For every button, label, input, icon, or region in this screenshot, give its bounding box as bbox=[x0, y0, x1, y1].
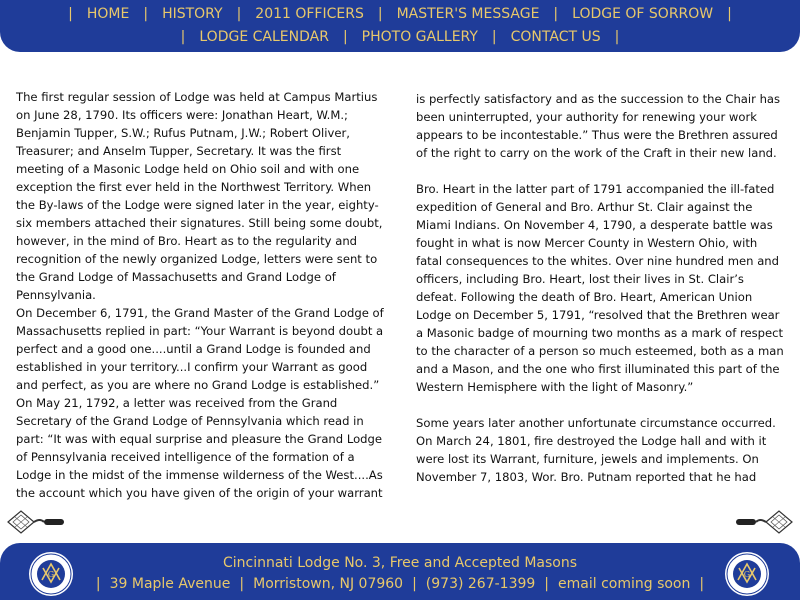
nav-separator: | bbox=[553, 6, 559, 22]
top-navigation bbox=[0, 0, 800, 52]
email: email coming soon bbox=[558, 576, 691, 592]
history-paragraph: is perfectly satisfactory and as the succession to the Chair has been uninterrupted, your authority for renewing your work appears to be incontestable.” Thus were the Brethren assured of the right to carry on the work of the Craft in their new land. bbox=[416, 92, 781, 160]
nav-separator: | bbox=[727, 6, 732, 22]
lodge-name: Cincinnati Lodge No. 3, Free and Accepted Masons bbox=[222, 555, 578, 571]
history-paragraph: Some years later another unfortunate circumstance occurred. On March 24, 1801, fire destroyed the Lodge hall and with it were lost its Warrant, furniture, jewels and implements. On November 7, 1803, Wor. Bro. Putnam reported that he had bbox=[416, 416, 776, 484]
footer-separator: | bbox=[699, 576, 705, 592]
footer-separator: | bbox=[544, 576, 550, 592]
footer-separator: | bbox=[239, 576, 245, 592]
history-paragraph: Bro. Heart in the latter part of 1791 accompanied the ill-fated expedition of General and Bro. Arthur St. Clair against the Miami Indians. On November 4, 1790, a desperate battle was fought in what is now Mercer County in Western Ohio, with fatal consequences to the whites. Over nine hundred men and officers, including Bro. Heart, lost their lives in St. Clair’s defeat. Following the death of Bro. Heart, American Union Lodge on December 5, 1791, “resolved that the Brethren wear a Masonic badge of mourning two months as a mark of respect to the character of a person so much esteemed, both as a man and a Mason, and the one who first illuminated this part of the Western Hemisphere with the light of Masonry.” bbox=[416, 182, 784, 394]
nav-separator: | bbox=[143, 6, 149, 22]
lodge-seal-icon bbox=[724, 551, 770, 597]
nav-link-home[interactable]: HOME bbox=[86, 6, 130, 22]
nav-row-1 bbox=[0, 3, 800, 25]
phone-number: (973) 267-1399 bbox=[425, 576, 536, 592]
nav-link-masters-message[interactable]: MASTER'S MESSAGE bbox=[396, 6, 540, 22]
history-paragraph: The first regular session of Lodge was held at Campus Martius on June 28, 1790. Its officers were: Jonathan Heart, W.M.; Benjamin Tupper, S.W.; Rufus Putnam, J.W.; Robert Oliver, Treasurer; and Anselm Tupper, Secretary. It was the first meeting of a Masonic Lodge held on Ohio soil and with one exception the first ever held in the Northwest Territory. When the By-laws of the Lodge were signed later in the year, eighty-six members attached their signatures. Still being some doubt, however, in the mind of Bro. Heart as to the regularity and recognition of the newly organized Lodge, letters were sent to the Grand Lodge of Massachusetts and Grand Lodge of Pennsylvania. bbox=[16, 90, 383, 302]
nav-separator: | bbox=[342, 29, 348, 45]
history-paragraph: On May 21, 1792, a letter was received from the Grand Secretary of the Grand Lodge of Pennsylvania which read in part: “It was with equal surprise and pleasure the Grand Lodge of Pennsylvania received intelligence of the formation of a Lodge in the midst of the immense wilderness of the West....As the account which you have given of the origin of your warrant bbox=[16, 396, 383, 500]
nav-separator: | bbox=[180, 29, 186, 45]
nav-link-lodge-calendar[interactable]: LODGE CALENDAR bbox=[199, 29, 329, 45]
trowel-icon bbox=[6, 508, 68, 536]
city-state-zip: Morristown, NJ 07960 bbox=[253, 576, 404, 592]
history-column-left bbox=[16, 88, 386, 502]
nav-separator: | bbox=[491, 29, 497, 45]
history-paragraph: On December 6, 1791, the Grand Master of the Grand Lodge of Massachusetts replied in part: “Your Warrant is beyond doubt a perfect and a good one....until a Grand Lodge is founded and established in your territory...I confirm your Warrant as good and perfect, as you are where no Grand Lodge is established.” bbox=[16, 306, 384, 392]
address: 39 Maple Avenue bbox=[109, 576, 231, 592]
nav-separator: | bbox=[236, 6, 242, 22]
nav-separator: | bbox=[68, 6, 73, 22]
history-column-right bbox=[416, 90, 786, 486]
nav-separator: | bbox=[614, 29, 620, 45]
footer-separator: | bbox=[95, 576, 101, 592]
contact-line bbox=[0, 574, 800, 594]
nav-link-officers[interactable]: 2011 OFFICERS bbox=[255, 6, 364, 22]
footer-banner bbox=[0, 543, 800, 600]
nav-link-photo-gallery[interactable]: PHOTO GALLERY bbox=[361, 29, 478, 45]
nav-row-2 bbox=[0, 26, 800, 48]
svg-text:G: G bbox=[47, 570, 55, 579]
nav-link-history[interactable]: HISTORY bbox=[162, 6, 223, 22]
nav-link-contact-us[interactable]: CONTACT US bbox=[510, 29, 601, 45]
svg-text:G: G bbox=[743, 570, 751, 579]
footer-separator: | bbox=[412, 576, 417, 592]
nav-separator: | bbox=[377, 6, 383, 22]
trowel-icon bbox=[732, 508, 794, 536]
nav-link-lodge-of-sorrow[interactable]: LODGE OF SORROW bbox=[572, 6, 714, 22]
